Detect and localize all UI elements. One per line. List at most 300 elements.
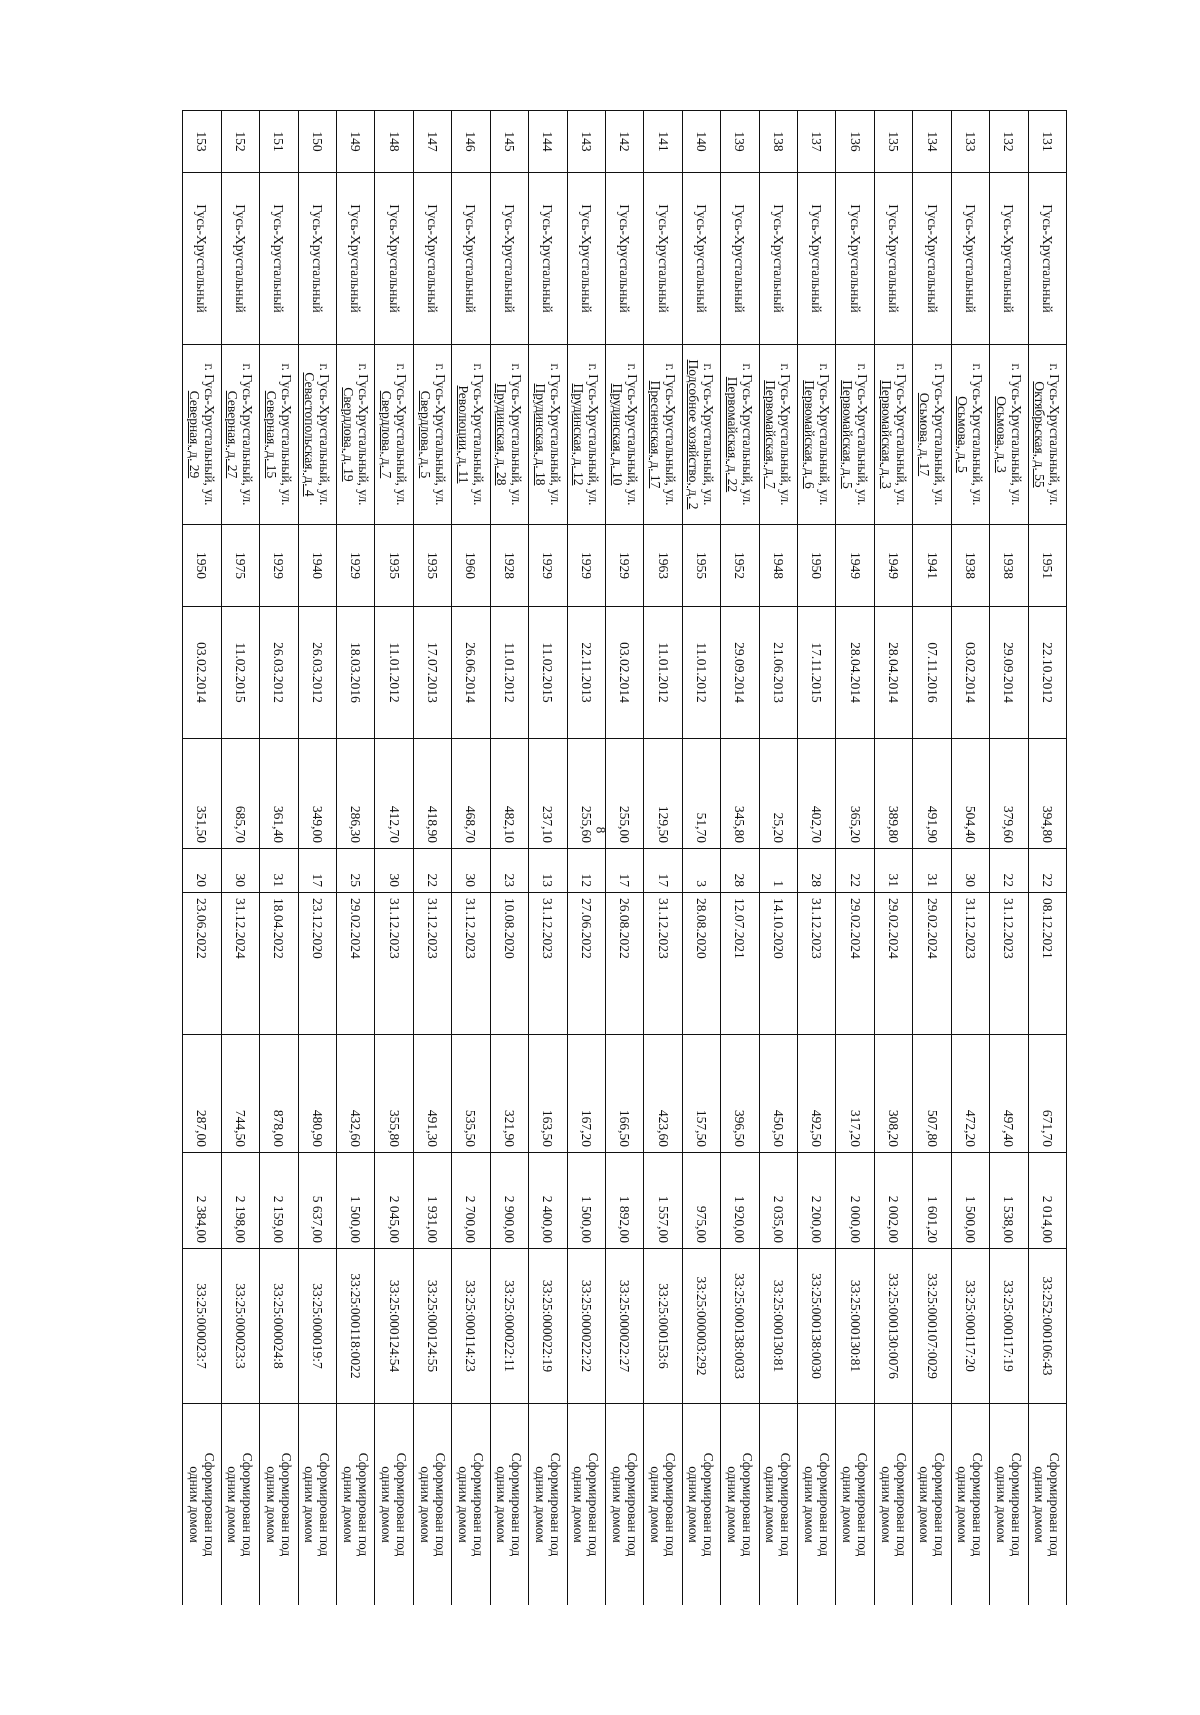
- table-row: [759, 111, 797, 1606]
- address-cell: [1028, 345, 1066, 525]
- count-cell: 20: [183, 849, 222, 893]
- note-cell: [490, 1404, 528, 1606]
- address-line-2: Прудинская, д. 28: [494, 383, 510, 486]
- count-cell: 28: [721, 849, 759, 893]
- note-line-1: Сформирован под: [355, 1452, 371, 1557]
- second-date-cell: 31.12.2023: [951, 893, 989, 1035]
- address-cell: [298, 345, 336, 525]
- note-line-1: Сформирован под: [663, 1452, 679, 1557]
- build-year-cell: 1938: [990, 525, 1028, 607]
- row-number-cell: 149: [336, 111, 374, 173]
- build-year-cell: 1949: [836, 525, 874, 607]
- second-area-cell: 308,20: [874, 1035, 912, 1153]
- note-line-1: Сформирован под: [624, 1452, 640, 1557]
- city-cell: Гусь-Хрустальный: [798, 173, 836, 345]
- address-cell: [644, 345, 682, 525]
- second-date-cell: 28.08.2020: [682, 893, 720, 1035]
- area-cell: 361,40: [260, 739, 298, 849]
- count-cell: 31: [260, 849, 298, 893]
- second-date-cell: 31.12.2023: [375, 893, 413, 1035]
- address-line-1: г. Гусь-Хрустальный, ул.: [893, 363, 909, 506]
- note-line-2: одним домом: [840, 1466, 856, 1543]
- area-cell: 418,90: [413, 739, 451, 849]
- note-cell: [759, 1404, 797, 1606]
- first-date-cell: 28.04.2014: [836, 607, 874, 739]
- cadastral-number-cell: 33:25:000019:7: [298, 1249, 336, 1404]
- address-line-2: Первомайская, д. 22: [724, 376, 740, 493]
- second-date-cell: 18.04.2022: [260, 893, 298, 1035]
- note-cell: [721, 1404, 759, 1606]
- build-year-cell: 1951: [1028, 525, 1066, 607]
- land-area-cell: 2 400,00: [529, 1153, 567, 1249]
- second-area-cell: 491,30: [413, 1035, 451, 1153]
- address-line-2: Осьмова, д. 3: [993, 396, 1009, 473]
- cadastral-number-cell: 33:25:000124:55: [413, 1249, 451, 1404]
- city-cell: Гусь-Хрустальный: [567, 173, 605, 345]
- address-cell: [183, 345, 222, 525]
- address-line-1: г. Гусь-Хрустальный, ул.: [1008, 363, 1024, 506]
- row-number-cell: 140: [682, 111, 720, 173]
- note-line-1: Сформирован под: [739, 1452, 755, 1557]
- note-line-2: одним домом: [302, 1466, 318, 1543]
- area-cell: 491,90: [913, 739, 951, 849]
- note-line-2: одним домом: [993, 1466, 1009, 1543]
- land-area-cell: 2 000,00: [836, 1153, 874, 1249]
- table-row: [298, 111, 336, 1606]
- row-number-cell: 145: [490, 111, 528, 173]
- row-number-cell: 132: [990, 111, 1028, 173]
- city-cell: Гусь-Хрустальный: [951, 173, 989, 345]
- note-line-2: одним домом: [878, 1466, 894, 1543]
- land-area-cell: 2 035,00: [759, 1153, 797, 1249]
- row-number-cell: 141: [644, 111, 682, 173]
- address-line-2: Прудинская, д. 12: [571, 383, 587, 486]
- row-number-cell: 133: [951, 111, 989, 173]
- city-cell: Гусь-Хрустальный: [529, 173, 567, 345]
- address-line-2: Революции, д. 11: [455, 385, 471, 484]
- address-line-1: г. Гусь-Хрустальный, ул.: [317, 363, 333, 506]
- build-year-cell: 1941: [913, 525, 951, 607]
- land-area-cell: 2 198,00: [221, 1153, 259, 1249]
- note-cell: [567, 1404, 605, 1606]
- address-line-1: г. Гусь-Хрустальный, ул.: [855, 363, 871, 506]
- area-cell: 345,80: [721, 739, 759, 849]
- table-row: [260, 111, 298, 1606]
- land-area-cell: 1 500,00: [567, 1153, 605, 1249]
- first-date-cell: 29.09.2014: [721, 607, 759, 739]
- city-cell: Гусь-Хрустальный: [221, 173, 259, 345]
- note-line-2: одним домом: [724, 1466, 740, 1543]
- note-line-2: одним домом: [917, 1466, 933, 1543]
- address-line-1: г. Гусь-Хрустальный, ул.: [278, 363, 294, 506]
- build-year-cell: 1929: [336, 525, 374, 607]
- address-line-2: Севастопольская, д. 4: [302, 372, 318, 497]
- note-cell: [529, 1404, 567, 1606]
- first-date-cell: 28.04.2014: [874, 607, 912, 739]
- cadastral-number-cell: 33:25:000130:81: [836, 1249, 874, 1404]
- city-cell: Гусь-Хрустальный: [874, 173, 912, 345]
- address-cell: [798, 345, 836, 525]
- cadastral-number-cell: 33:25:000138:0030: [798, 1249, 836, 1404]
- row-number-cell: 136: [836, 111, 874, 173]
- address-line-1: г. Гусь-Хрустальный, ул.: [394, 363, 410, 506]
- address-line-2: Первомайская, д. 3: [878, 380, 894, 489]
- address-cell: [682, 345, 720, 525]
- count-cell: 22: [990, 849, 1028, 893]
- row-number-cell: 152: [221, 111, 259, 173]
- city-cell: Гусь-Хрустальный: [452, 173, 490, 345]
- second-area-cell: 167,20: [567, 1035, 605, 1153]
- row-number-cell: 134: [913, 111, 951, 173]
- second-area-cell: 396,50: [721, 1035, 759, 1153]
- second-date-cell: 23.12.2020: [298, 893, 336, 1035]
- address-line-2: Прудинская, д. 10: [609, 383, 625, 486]
- note-cell: [874, 1404, 912, 1606]
- second-date-cell: 31.12.2023: [798, 893, 836, 1035]
- first-date-cell: 21.06.2013: [759, 607, 797, 739]
- row-number-cell: 144: [529, 111, 567, 173]
- first-date-cell: 29.09.2014: [990, 607, 1028, 739]
- build-year-cell: 1960: [452, 525, 490, 607]
- table-row: [413, 111, 451, 1606]
- note-cell: [605, 1404, 643, 1606]
- note-cell: [798, 1404, 836, 1606]
- table-row: [452, 111, 490, 1606]
- second-date-cell: 29.02.2024: [336, 893, 374, 1035]
- area-cell: 255,00: [605, 739, 643, 849]
- city-cell: Гусь-Хрустальный: [375, 173, 413, 345]
- second-area-cell: 355,80: [375, 1035, 413, 1153]
- address-line-2: Подсобное хозяйство, д. 2: [686, 359, 702, 510]
- address-line-1: г. Гусь-Хрустальный, ул.: [739, 363, 755, 506]
- address-cell: [336, 345, 374, 525]
- count-cell: 30: [375, 849, 413, 893]
- second-date-cell: 31.12.2023: [452, 893, 490, 1035]
- first-date-cell: 11.01.2012: [644, 607, 682, 739]
- second-area-cell: 423,60: [644, 1035, 682, 1153]
- area-cell: 482,10: [490, 739, 528, 849]
- address-cell: [375, 345, 413, 525]
- build-year-cell: 1929: [605, 525, 643, 607]
- table-row: [490, 111, 528, 1606]
- note-cell: [682, 1404, 720, 1606]
- address-cell: [413, 345, 451, 525]
- address-line-1: г. Гусь-Хрустальный, ул.: [509, 363, 525, 506]
- area-cell: 349,00: [298, 739, 336, 849]
- table-row: [605, 111, 643, 1606]
- table-row: [682, 111, 720, 1606]
- cadastral-number-cell: 33:25:000023:7: [183, 1249, 222, 1404]
- address-line-1: г. Гусь-Хрустальный, ул.: [1047, 363, 1063, 506]
- build-year-cell: 1963: [644, 525, 682, 607]
- address-line-2: Осьмова, д. 17: [917, 392, 933, 477]
- area-cell: 504,40: [951, 739, 989, 849]
- rotated-table-container: [182, 110, 1067, 1605]
- second-area-cell: 287,00: [183, 1035, 222, 1153]
- land-area-cell: 1 892,00: [605, 1153, 643, 1249]
- build-year-cell: 1940: [298, 525, 336, 607]
- city-cell: Гусь-Хрустальный: [644, 173, 682, 345]
- land-area-cell: 2 002,00: [874, 1153, 912, 1249]
- second-date-cell: 12.07.2021: [721, 893, 759, 1035]
- city-cell: Гусь-Хрустальный: [260, 173, 298, 345]
- note-line-1: Сформирован под: [432, 1452, 448, 1557]
- cadastral-number-cell: 33:25:000022:11: [490, 1249, 528, 1404]
- table-row: [221, 111, 259, 1606]
- count-cell: 31: [913, 849, 951, 893]
- build-year-cell: 1929: [529, 525, 567, 607]
- note-line-2: одним домом: [225, 1466, 241, 1543]
- note-line-1: Сформирован под: [586, 1452, 602, 1557]
- count-cell: 1: [759, 849, 797, 893]
- count-cell: 23: [490, 849, 528, 893]
- second-date-cell: 29.02.2024: [913, 893, 951, 1035]
- second-area-cell: 497,40: [990, 1035, 1028, 1153]
- land-area-cell: 5 637,00: [298, 1153, 336, 1249]
- note-line-2: одним домом: [379, 1466, 395, 1543]
- city-cell: Гусь-Хрустальный: [336, 173, 374, 345]
- first-date-cell: 17.07.2013: [413, 607, 451, 739]
- address-line-1: г. Гусь-Хрустальный, ул.: [701, 363, 717, 506]
- address-line-1: г. Гусь-Хрустальный, ул.: [663, 363, 679, 506]
- address-line-1: г. Гусь-Хрустальный, ул.: [778, 363, 794, 506]
- address-line-2: Прудинская, д. 18: [532, 383, 548, 486]
- count-cell: 30: [951, 849, 989, 893]
- second-date-cell: 29.02.2024: [836, 893, 874, 1035]
- cadastral-number-cell: 33:25:000118:0022: [336, 1249, 374, 1404]
- address-cell: [951, 345, 989, 525]
- city-cell: Гусь-Хрустальный: [490, 173, 528, 345]
- address-line-1: г. Гусь-Хрустальный, ул.: [201, 363, 217, 506]
- second-date-cell: 31.12.2023: [990, 893, 1028, 1035]
- address-line-2: Первомайская, д. 7: [763, 380, 779, 489]
- note-cell: [183, 1404, 222, 1606]
- area-cell: 255,60: [567, 739, 605, 849]
- note-line-2: одним домом: [955, 1466, 971, 1543]
- count-cell: 22: [413, 849, 451, 893]
- count-cell: 12: [567, 849, 605, 893]
- address-line-1: г. Гусь-Хрустальный, ул.: [586, 363, 602, 506]
- first-date-cell: 11.02.2015: [529, 607, 567, 739]
- address-cell: [529, 345, 567, 525]
- area-cell: 286,30: [336, 739, 374, 849]
- second-date-cell: 27.06.2022: [567, 893, 605, 1035]
- land-area-cell: 2 200,00: [798, 1153, 836, 1249]
- note-line-2: одним домом: [648, 1466, 664, 1543]
- table-row: [567, 111, 605, 1606]
- cadastral-number-cell: 33:25:000022:19: [529, 1249, 567, 1404]
- cadastral-number-cell: 33:25:000107:0029: [913, 1249, 951, 1404]
- address-cell: [990, 345, 1028, 525]
- land-area-cell: 1 601,20: [913, 1153, 951, 1249]
- note-cell: [260, 1404, 298, 1606]
- note-line-1: Сформирован под: [893, 1452, 909, 1557]
- note-line-2: одним домом: [571, 1466, 587, 1543]
- address-cell: [260, 345, 298, 525]
- area-cell: 351,50: [183, 739, 222, 849]
- note-line-1: Сформирован под: [970, 1452, 986, 1557]
- second-area-cell: 744,50: [221, 1035, 259, 1153]
- row-number-cell: 135: [874, 111, 912, 173]
- build-year-cell: 1929: [260, 525, 298, 607]
- row-number-cell: 137: [798, 111, 836, 173]
- first-date-cell: 18.03.2016: [336, 607, 374, 739]
- note-line-1: Сформирован под: [816, 1452, 832, 1557]
- first-date-cell: 11.02.2015: [221, 607, 259, 739]
- table-row: [336, 111, 374, 1606]
- city-cell: Гусь-Хрустальный: [605, 173, 643, 345]
- second-area-cell: 878,00: [260, 1035, 298, 1153]
- second-area-cell: 507,80: [913, 1035, 951, 1153]
- cadastral-number-cell: 33:25:000024:8: [260, 1249, 298, 1404]
- build-year-cell: 1955: [682, 525, 720, 607]
- city-cell: Гусь-Хрустальный: [836, 173, 874, 345]
- address-line-2: Северная, д. 15: [263, 390, 279, 479]
- land-area-cell: 1 500,00: [336, 1153, 374, 1249]
- city-cell: Гусь-Хрустальный: [913, 173, 951, 345]
- note-line-2: одним домом: [455, 1466, 471, 1543]
- second-area-cell: 163,50: [529, 1035, 567, 1153]
- address-line-2: Октябрьская, д. 55: [1032, 381, 1048, 488]
- note-line-1: Сформирован под: [1008, 1452, 1024, 1557]
- second-date-cell: 31.12.2023: [529, 893, 567, 1035]
- cadastral-number-cell: 33:25:000003:292: [682, 1249, 720, 1404]
- row-number-cell: 148: [375, 111, 413, 173]
- city-cell: Гусь-Хрустальный: [682, 173, 720, 345]
- table-row: [183, 111, 222, 1606]
- land-area-cell: 975,00: [682, 1153, 720, 1249]
- note-line-1: Сформирован под: [470, 1452, 486, 1557]
- note-cell: [951, 1404, 989, 1606]
- note-line-1: Сформирован под: [1047, 1452, 1063, 1557]
- row-number-cell: 150: [298, 111, 336, 173]
- city-cell: Гусь-Хрустальный: [759, 173, 797, 345]
- first-date-cell: 22.11.2013: [567, 607, 605, 739]
- area-cell: 402,70: [798, 739, 836, 849]
- row-number-cell: 143: [567, 111, 605, 173]
- city-cell: Гусь-Хрустальный: [1028, 173, 1066, 345]
- second-date-cell: 08.12.2021: [1028, 893, 1066, 1035]
- note-line-2: одним домом: [686, 1466, 702, 1543]
- note-line-1: Сформирован под: [547, 1452, 563, 1557]
- note-line-1: Сформирован под: [240, 1452, 256, 1557]
- build-year-cell: 1950: [798, 525, 836, 607]
- address-cell: [490, 345, 528, 525]
- build-year-cell: 1929: [567, 525, 605, 607]
- first-date-cell: 03.02.2014: [183, 607, 222, 739]
- rotated-table-frame: [182, 110, 1067, 1605]
- note-cell: [413, 1404, 451, 1606]
- first-date-cell: 03.02.2014: [951, 607, 989, 739]
- address-line-2: Северная, д. 29: [186, 390, 202, 479]
- first-date-cell: 03.02.2014: [605, 607, 643, 739]
- land-area-cell: 2 045,00: [375, 1153, 413, 1249]
- build-year-cell: 1950: [183, 525, 222, 607]
- cadastral-number-cell: 33:25:000130:0076: [874, 1249, 912, 1404]
- note-line-2: одним домом: [340, 1466, 356, 1543]
- cadastral-number-cell: 33:25:000138:0033: [721, 1249, 759, 1404]
- note-line-2: одним домом: [763, 1466, 779, 1543]
- count-cell: 28: [798, 849, 836, 893]
- land-area-cell: 1 920,00: [721, 1153, 759, 1249]
- address-cell: [836, 345, 874, 525]
- row-number-cell: 151: [260, 111, 298, 173]
- second-area-cell: 492,50: [798, 1035, 836, 1153]
- note-cell: [836, 1404, 874, 1606]
- count-cell: 31: [874, 849, 912, 893]
- note-line-1: Сформирован под: [394, 1452, 410, 1557]
- note-line-2: одним домом: [186, 1466, 202, 1543]
- cadastral-number-cell: 33:25:000117:19: [990, 1249, 1028, 1404]
- land-area-cell: 2 384,00: [183, 1153, 222, 1249]
- address-line-2: Свердлова, д. 5: [417, 390, 433, 479]
- row-number-cell: 142: [605, 111, 643, 173]
- row-number-cell: 138: [759, 111, 797, 173]
- second-date-cell: 31.12.2024: [221, 893, 259, 1035]
- cadastral-number-cell: 33:25:000153:6: [644, 1249, 682, 1404]
- address-line-1: г. Гусь-Хрустальный, ул.: [355, 363, 371, 506]
- second-area-cell: 321,90: [490, 1035, 528, 1153]
- table-row: [375, 111, 413, 1606]
- table-row: [990, 111, 1028, 1606]
- second-date-cell: 31.12.2023: [644, 893, 682, 1035]
- second-area-cell: 166,50: [605, 1035, 643, 1153]
- count-cell: 30: [452, 849, 490, 893]
- table-row: [1028, 111, 1066, 1606]
- note-cell: [298, 1404, 336, 1606]
- row-number-cell: 153: [183, 111, 222, 173]
- first-date-cell: 26.06.2014: [452, 607, 490, 739]
- build-year-cell: 1938: [951, 525, 989, 607]
- address-line-1: г. Гусь-Хрустальный, ул.: [547, 363, 563, 506]
- note-line-2: одним домом: [263, 1466, 279, 1543]
- count-cell: 3: [682, 849, 720, 893]
- city-cell: Гусь-Хрустальный: [990, 173, 1028, 345]
- note-cell: [913, 1404, 951, 1606]
- cadastral-number-cell: 33:25:000114:23: [452, 1249, 490, 1404]
- land-area-cell: 1 500,00: [951, 1153, 989, 1249]
- address-line-1: г. Гусь-Хрустальный, ул.: [970, 363, 986, 506]
- note-line-1: Сформирован под: [778, 1452, 794, 1557]
- second-area-cell: 317,20: [836, 1035, 874, 1153]
- count-cell: 30: [221, 849, 259, 893]
- cadastral-number-cell: 33:252:000106:43: [1028, 1249, 1066, 1404]
- address-line-2: Первомайская, д. 6: [801, 380, 817, 489]
- address-cell: [759, 345, 797, 525]
- cadastral-number-cell: 33:25:000023:3: [221, 1249, 259, 1404]
- note-cell: [452, 1404, 490, 1606]
- note-line-1: Сформирован под: [201, 1452, 217, 1557]
- note-line-1: Сформирован под: [932, 1452, 948, 1557]
- note-line-2: одним домом: [609, 1466, 625, 1543]
- housing-registry-table: [182, 110, 1067, 1605]
- build-year-cell: 1949: [874, 525, 912, 607]
- address-line-1: г. Гусь-Хрустальный, ул.: [432, 363, 448, 506]
- note-line-2: одним домом: [417, 1466, 433, 1543]
- note-line-1: Сформирован под: [855, 1452, 871, 1557]
- address-line-2: Северная, д. 27: [225, 390, 241, 479]
- address-cell: [567, 345, 605, 525]
- second-area-cell: 450,50: [759, 1035, 797, 1153]
- build-year-cell: 1952: [721, 525, 759, 607]
- land-area-cell: 1 538,00: [990, 1153, 1028, 1249]
- build-year-cell: 1975: [221, 525, 259, 607]
- row-number-cell: 146: [452, 111, 490, 173]
- first-date-cell: 22.10.2012: [1028, 607, 1066, 739]
- count-cell: 17: [298, 849, 336, 893]
- area-cell: 51,70: [682, 739, 720, 849]
- area-cell: 468,70: [452, 739, 490, 849]
